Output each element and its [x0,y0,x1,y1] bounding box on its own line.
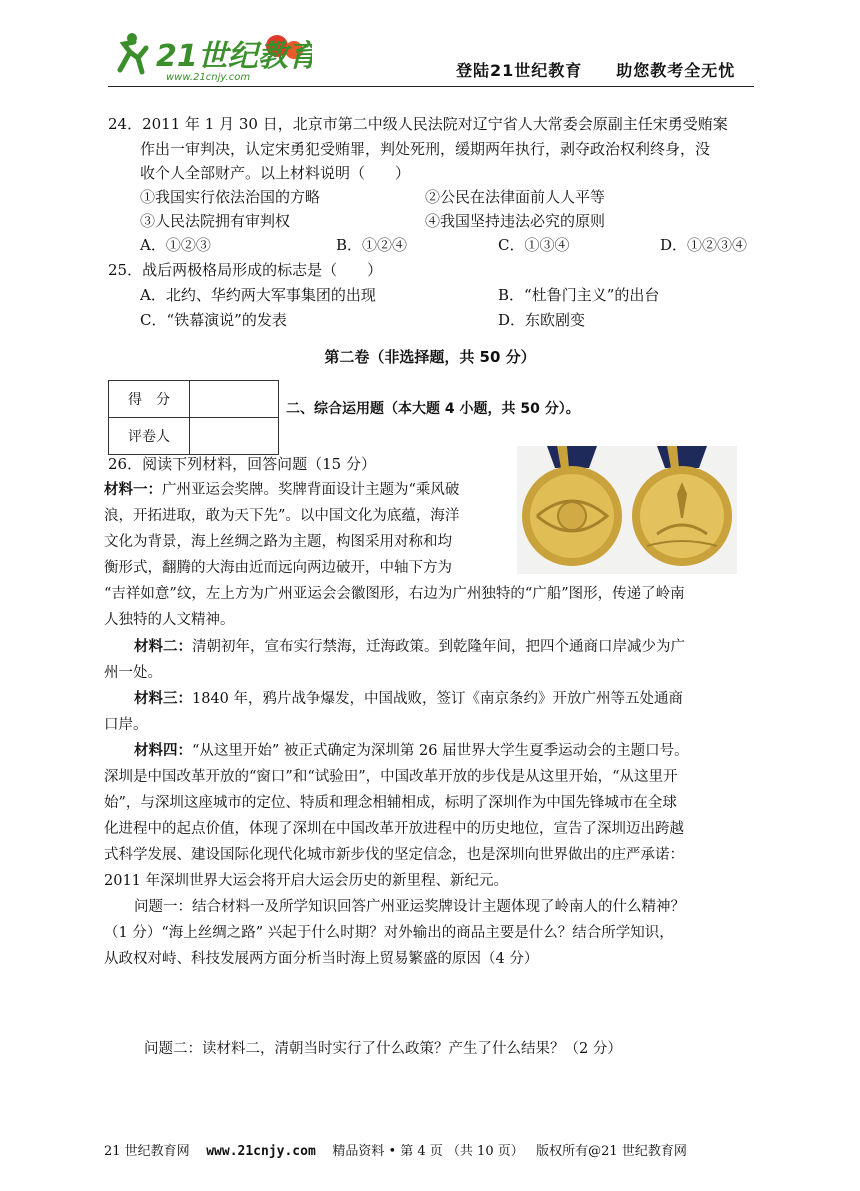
slogan-2: 助您教考全无忧 [616,61,736,80]
q26-stem: 26．阅读下列材料，回答问题（15 分） [108,455,376,473]
q24-item4: ④我国坚持违法必究的原则 [425,212,606,230]
material-4-label: 材料四： [134,742,192,759]
q24-stem-line2: 作出一审判决，认定宋勇犯受贿罪，判处死刑，缓期两年执行，剥夺政治权利终身，没 [140,140,711,158]
question-1-line2: （1 分）“海上丝绸之路” 兴起于什么时期？对外输出的商品主要是什么？结合所学知识， [104,925,674,941]
score-label: 得 分 [109,381,190,418]
logo-text: 21世纪教育 [156,39,312,74]
material-2-line1: 清朝初年，宣布实行禁海，迁海政策。到乾隆年间，把四个通商口岸减少为广 [192,639,685,655]
material-2-label: 材料二： [134,638,192,655]
material-1-block [104,477,504,581]
material-1-line2: 浪，开拓进取，敢为天下先”。以中国文化为底蕴，海洋 [104,508,460,524]
material-2-line2: 州一处。 [104,665,162,681]
q24-item3: ③人民法院拥有审判权 [140,212,291,230]
q24-option-b: B．①②④ [336,236,408,254]
material-4-line3: 始”，与深圳这座城市的定位、特质和理念相辅相成，标明了深圳作为中国先锋城市在全球 [104,795,677,811]
material-4-line1: “从这里开始” 被正式确定为深圳第 26 届世界大学生夏季运动会的主题口号。 [192,743,689,759]
material-3-line2: 口岸。 [104,717,148,733]
material-1-line3: 文化为背景，海上丝绸之路为主题，构图采用对称和均 [104,534,452,550]
grader-label: 评卷人 [109,418,190,455]
grading-table [108,380,279,455]
q24-option-c: C．①③④ [498,236,570,254]
footer-page: 精品资料 • 第 4 页 （共 10 页） [332,1144,524,1159]
part2-title: 第二卷（非选择题，共 50 分） [324,348,536,366]
q25-option-a: A．北约、华约两大军事集团的出现 [140,286,376,304]
question-1-block [104,894,754,972]
slogan-1: 登陆21世纪教育 [456,61,583,80]
section-title: 二、综合运用题（本大题 4 小题，共 50 分）。 [286,401,580,417]
runner-icon [120,33,146,72]
material-1-label: 材料一： [104,481,162,498]
material-1-line6: 人独特的人文精神。 [104,612,235,628]
material-4-line2: 深圳是中国改革开放的“窗口”和“试验田”，中国改革开放的步伐是从这里开始，“从这里开 [104,769,678,785]
medal-image [517,446,737,574]
logo-url: www.21cnjy.com [166,72,251,83]
material-4-line6: 2011 年深圳世界大运会将开启大运会历史的新里程、新纪元。 [104,873,509,889]
material-1-line5: “吉祥如意”纹，左上方为广州亚运会会徽图形，右边为广州独特的“广船”图形，传递了岭南 [104,586,685,602]
q25-option-d: D．东欧剧变 [498,311,586,329]
footer-site: 21 世纪教育网 [104,1144,190,1159]
material-3-line1: 1840 年，鸦片战争爆发，中国战败，签订《南京条约》开放广州等五处通商 [192,691,684,707]
q24-item1: ①我国实行依法治国的方略 [140,188,321,206]
question-1-line3: 从政权对峙、科技发展两方面分析当时海上贸易繁盛的原因（4 分） [104,951,539,967]
material-1-tail [104,581,754,633]
q24-option-d: D．①②③④ [660,236,748,254]
header-slogan [456,58,735,81]
material-1-line1: 广州亚运会奖牌。奖牌背面设计主题为“乘风破 [162,482,460,498]
q24-stem-line3: 收个人全部财产。以上材料说明（ ） [140,164,411,182]
q24-stem-line1: 24．2011 年 1 月 30 日，北京市第二中级人民法院对辽宁省人大常委会原副主任宋勇受贿案 [108,115,728,133]
q25-option-b: B．“杜鲁门主义”的出台 [498,286,660,304]
question-1-line1: 问题一：结合材料一及所学知识回答广州亚运奖牌设计主题体现了岭南人的什么精神？ [134,899,685,915]
q25-stem: 25．战后两极格局形成的标志是（ ） [108,261,383,279]
footer-copyright: 版权所有@21 世纪教育网 [536,1144,687,1159]
footer-url: www.21cnjy.com [206,1144,316,1159]
grader-cell [190,418,279,455]
material-4-block [104,738,754,894]
site-logo [112,28,312,84]
question-2-block [104,1036,754,1062]
material-4-line4: 化进程中的起点价值，体现了深圳在中国改革开放进程中的历史地位，宣告了深圳迈出跨越 [104,821,684,837]
header-divider [108,86,754,87]
q24-item2: ②公民在法律面前人人平等 [425,188,606,206]
material-1-line4: 衡形式，翻腾的大海由近而远向两边破开，中轴下方为 [104,560,452,576]
material-2-block [104,634,754,686]
question-2-line: 问题二：读材料二，清朝当时实行了什么政策？产生了什么结果？（2 分） [144,1041,622,1057]
page-footer [104,1140,687,1159]
q25-option-c: C．“铁幕演说”的发表 [140,311,287,329]
q24-option-a: A．①②③ [140,236,211,254]
score-cell [190,381,279,418]
material-4-line5: 式科学发展、建设国际化现代化城市新步伐的坚定信念，也是深圳向世界做出的庄严承诺： [104,847,684,863]
material-3-block [104,686,754,738]
material-3-label: 材料三： [134,690,192,707]
